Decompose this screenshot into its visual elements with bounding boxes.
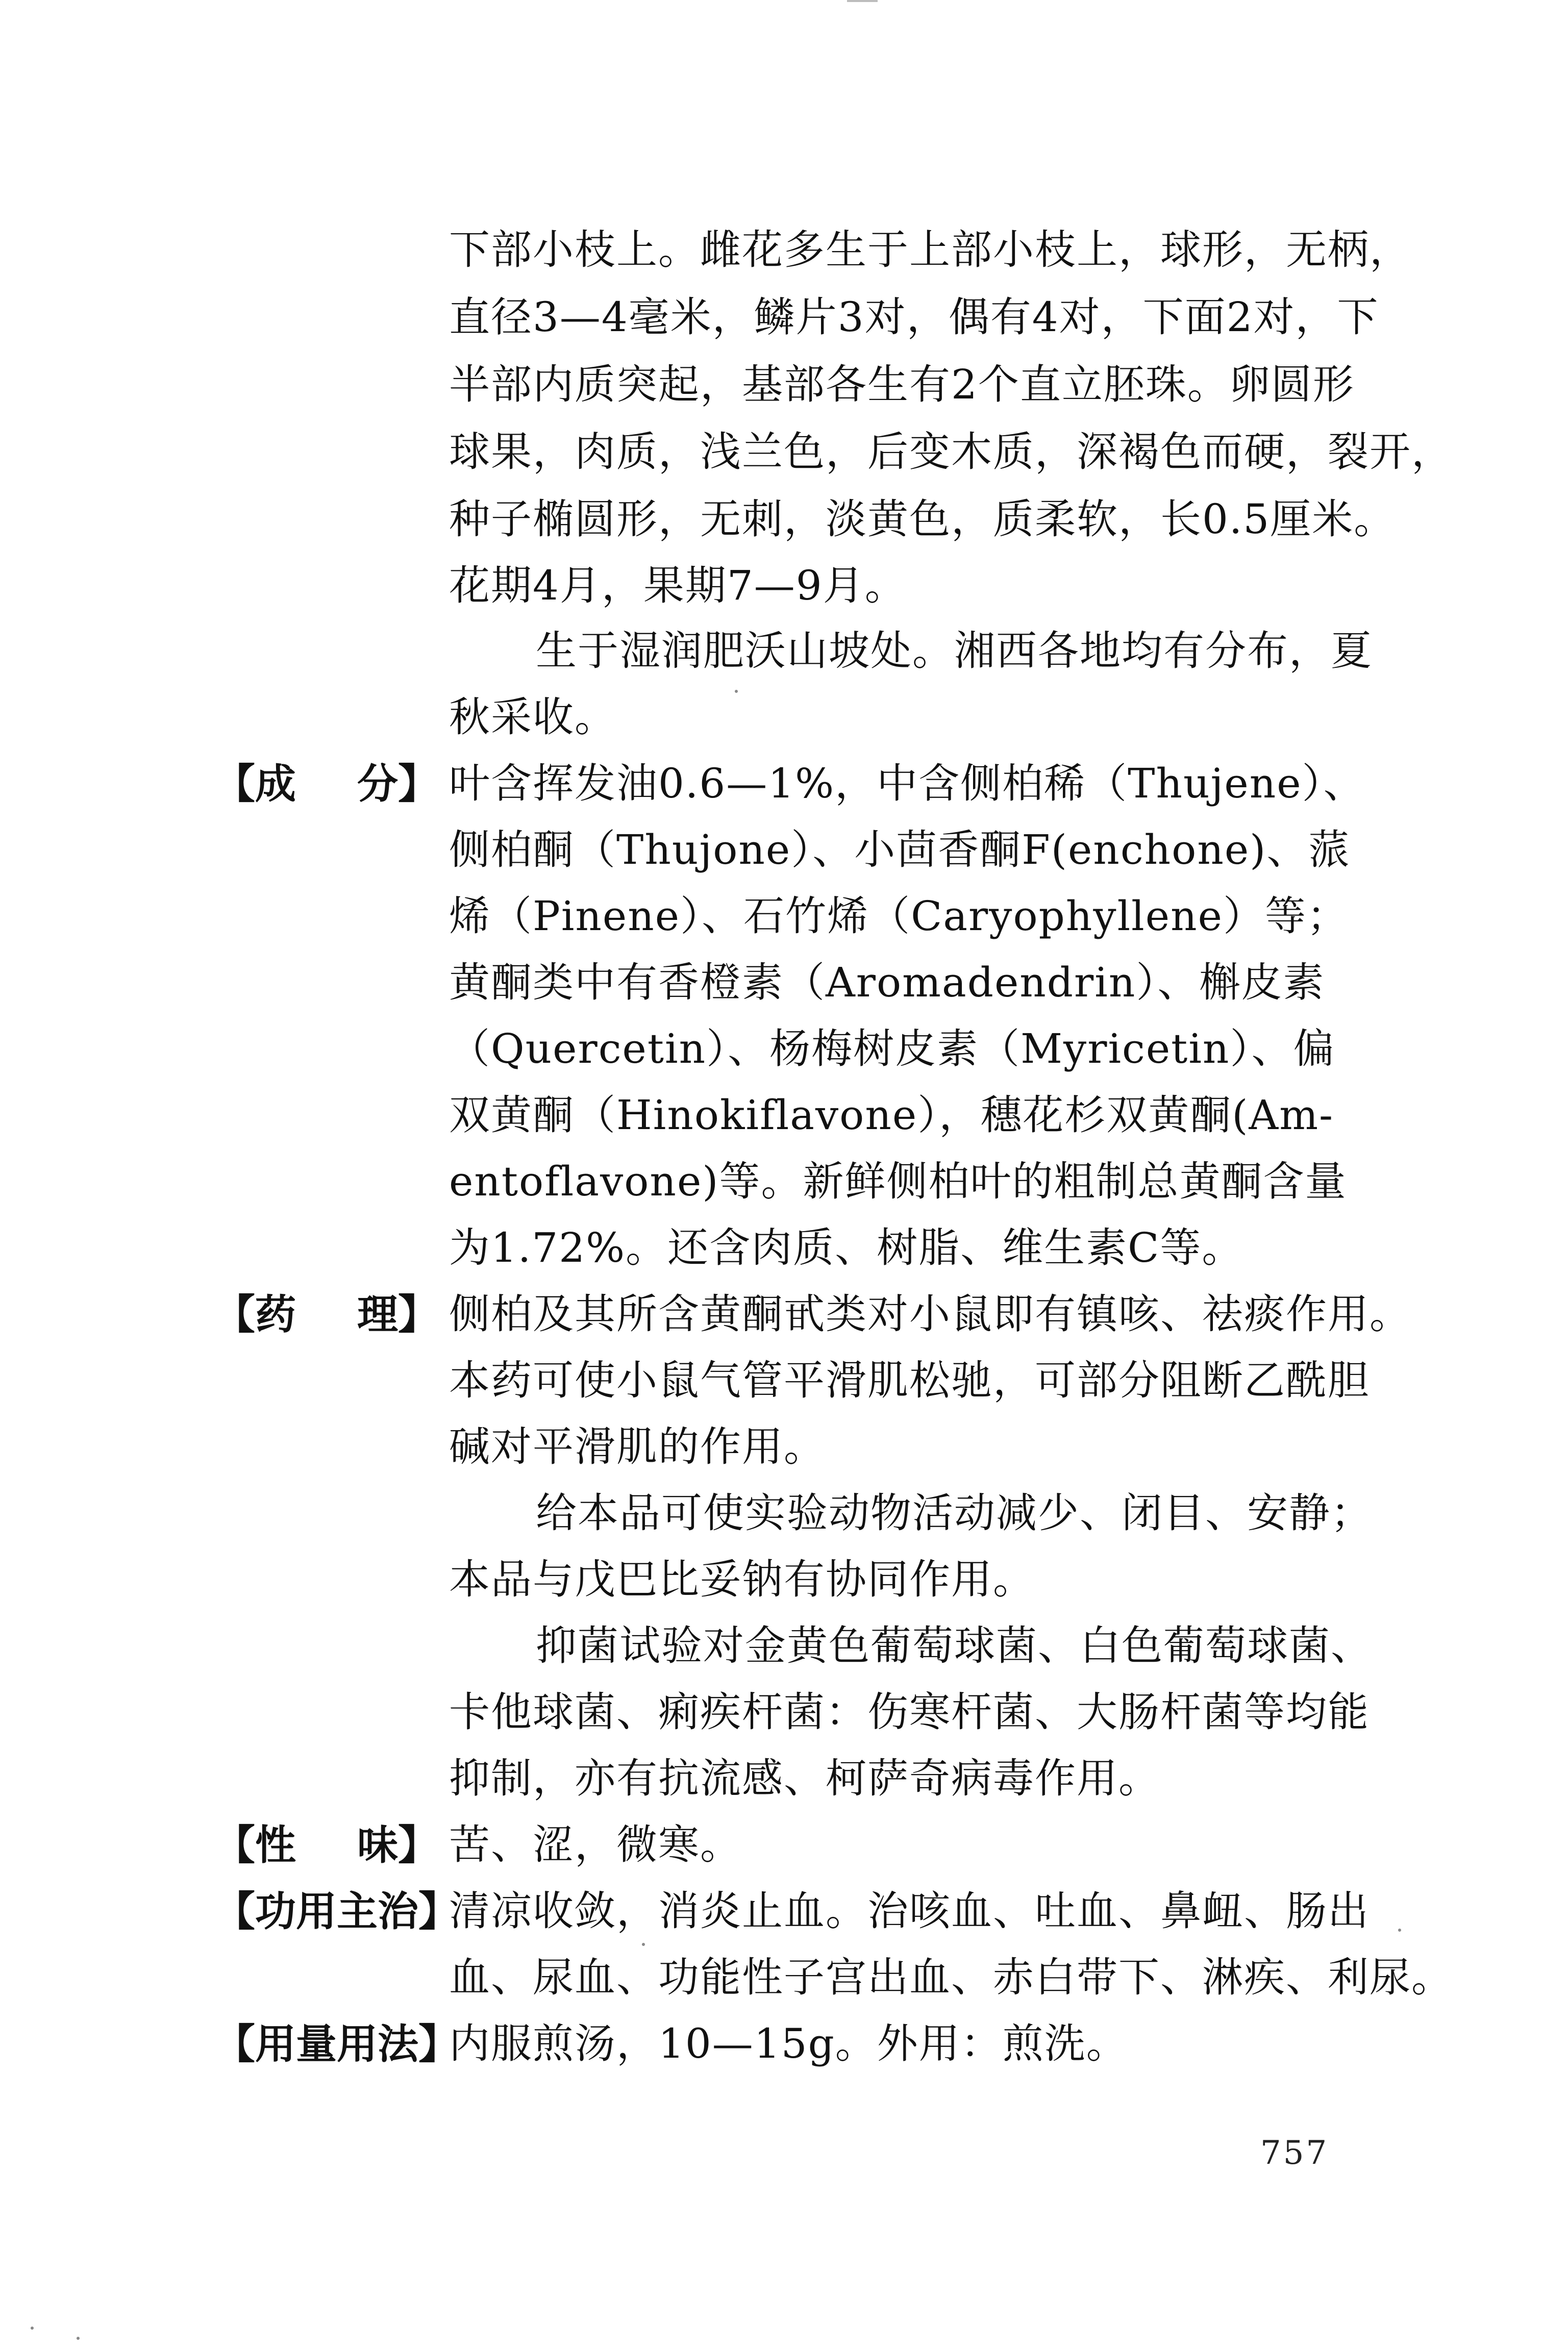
section-label-dosage	[214, 2018, 459, 2069]
taste-text: 苦、涩，微寒。	[449, 1821, 742, 1868]
section-label-indications	[214, 1886, 459, 1937]
description-line: 半部内质突起，基部各生有2个直立胚珠。卵圆形	[449, 361, 1355, 408]
pharmacology-para3-line: 抑菌试验对金黄色葡萄球菌、白色葡萄球菌、	[536, 1622, 1373, 1669]
composition-line: 双黄酮（Hinokiflavone），穗花杉双黄酮(Am-	[449, 1091, 1334, 1139]
label-right: 分】	[357, 760, 439, 808]
composition-line: entoflavone)等。新鲜侧柏叶的粗制总黄酮含量	[449, 1158, 1347, 1205]
pharmacology-line: 本药可使小鼠气管平滑肌松驰，可部分阻断乙酰胆	[449, 1357, 1370, 1404]
pharmacology-para2-line: 给本品可使实验动物活动减少、闭目、安静；	[536, 1489, 1373, 1537]
print-speck	[642, 1943, 645, 1946]
print-speck	[31, 2327, 34, 2330]
section-label-composition	[214, 758, 439, 809]
description-line: 下部小枝上。雌花多生于上部小枝上，球形，无柄，	[449, 226, 1411, 273]
description-line: 直径3—4毫米，鳞片3对，偶有4对，下面2对，下	[449, 293, 1379, 341]
composition-line: 侧柏酮（Thujone）、小茴香酮F(enchone)、蒎	[449, 826, 1351, 873]
label-left: 【药	[214, 1290, 296, 1338]
section-label-taste	[214, 1819, 439, 1870]
label-left: 【成	[214, 760, 296, 808]
composition-line: 黄酮类中有香橙素（Aromadendrin）、槲皮素	[449, 959, 1325, 1006]
pharmacology-para3-line: 抑制，亦有抗流感、柯萨奇病毒作用。	[449, 1755, 1160, 1802]
label-right: 理】	[357, 1290, 439, 1338]
print-speck	[1398, 1929, 1401, 1932]
composition-line: 烯（Pinene）、石竹烯（Caryophyllene）等；	[449, 892, 1349, 940]
label-text: 【用量用法】	[214, 2020, 459, 2068]
habitat-line: 秋采收。	[449, 693, 616, 741]
scan-mark	[847, 0, 878, 2]
pharmacology-line: 碱对平滑肌的作用。	[449, 1423, 826, 1470]
pharmacology-para3-line: 卡他球菌、痢疾杆菌：伤寒杆菌、大肠杆菌等均能	[449, 1688, 1370, 1736]
habitat-line: 生于湿润肥沃山坡处。湘西各地均有分布，夏	[536, 627, 1373, 674]
description-line: 球果，肉质，浅兰色，后变木质，深褐色而硬，裂开，	[449, 428, 1453, 476]
composition-line: （Quercetin）、杨梅树皮素（Myricetin）、偏	[449, 1025, 1335, 1072]
composition-line: 为1.72%。还含肉质、树脂、维生素C等。	[449, 1224, 1244, 1271]
dosage-text: 内服煎汤，10—15g。外用：煎洗。	[449, 2020, 1128, 2067]
label-text: 【功用主治】	[214, 1887, 459, 1935]
indications-line: 血、尿血、功能性子宫出血、赤白带下、淋疾、利尿。	[449, 1954, 1453, 2001]
section-label-pharmacology	[214, 1289, 439, 1340]
page-number: 757	[1260, 2134, 1329, 2172]
indications-line: 清凉收敛，消炎止血。治咳血、吐血、鼻衄、肠出	[449, 1887, 1370, 1935]
pharmacology-para2-line: 本品与戊巴比妥钠有协同作用。	[449, 1556, 1035, 1603]
description-line: 花期4月，果期7—9月。	[449, 562, 907, 609]
composition-line: 叶含挥发油0.6—1%，中含侧柏稀（Thujene）、	[449, 760, 1365, 807]
pharmacology-line: 侧柏及其所含黄酮甙类对小鼠即有镇咳、祛痰作用。	[449, 1290, 1411, 1338]
print-speck	[735, 690, 738, 693]
label-right: 味】	[357, 1821, 439, 1869]
description-line: 种子椭圆形，无刺，淡黄色，质柔软，长0.5厘米。	[449, 495, 1396, 543]
print-speck	[77, 2337, 80, 2340]
label-left: 【性	[214, 1821, 296, 1869]
